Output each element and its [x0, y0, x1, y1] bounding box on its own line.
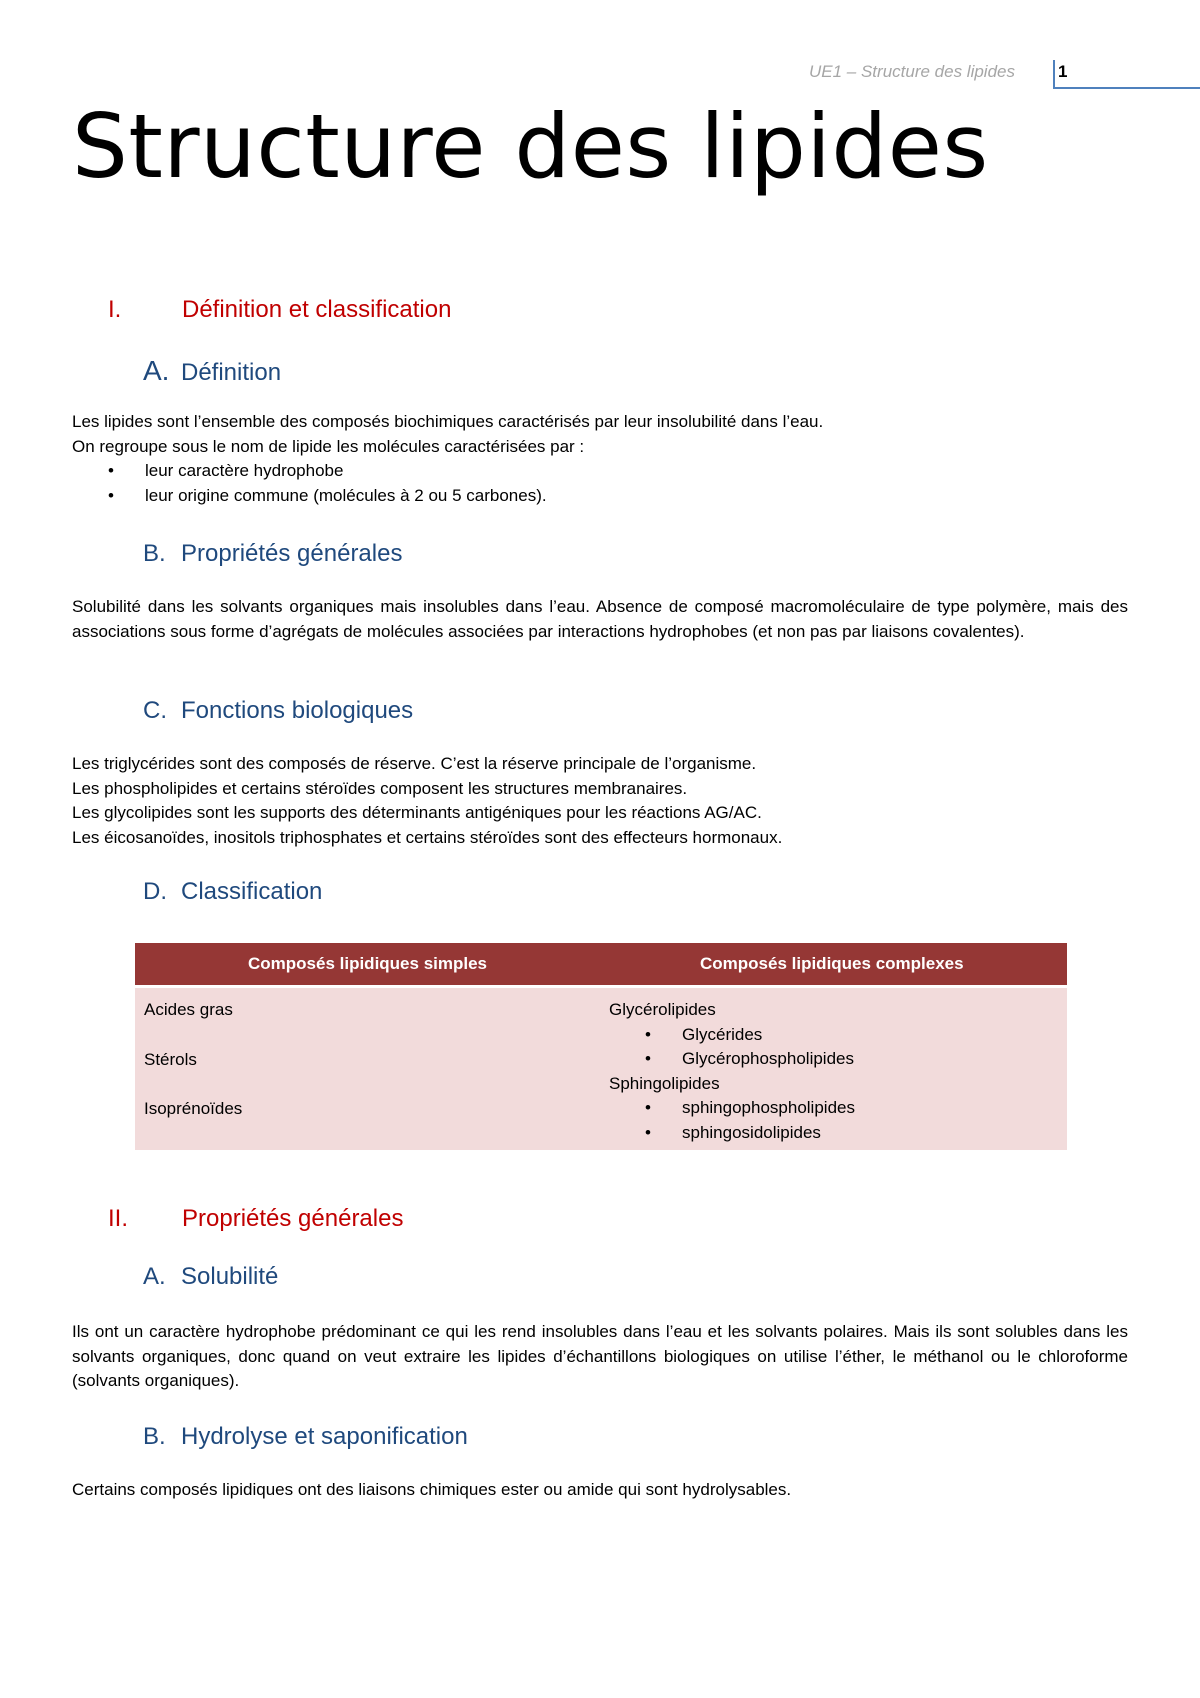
section-title: Propriétés générales	[182, 1205, 404, 1232]
list-item	[609, 1096, 855, 1121]
list-item	[72, 459, 1128, 484]
subsection-heading-1b	[143, 540, 402, 568]
list-item	[72, 484, 1128, 509]
table-header-simple: Composés lipidiques simples	[248, 954, 488, 973]
list-item-text: Glycérophospholipides	[682, 1049, 854, 1068]
functions-line: Les phospholipides et certains stéroïdes composent les structures membranaires.	[72, 778, 688, 798]
subsection-letter: B.	[143, 540, 166, 567]
functions-block	[72, 752, 1128, 850]
table-cell: Acides gras	[144, 1000, 233, 1019]
table-header-row	[135, 943, 1067, 985]
table-body	[135, 988, 1067, 1150]
paragraph-text: Ils ont un caractère hydrophobe prédominant ce qui les rend insolubles dans l’eau et les solvants polaires. Mais ils sont solubles dans les solvants organiques, donc quand on veut extraire les lipides d’échantillons biologiques on utilise l’éther, le méthanol ou le chloroforme (solvants organiques).	[72, 1322, 1128, 1390]
section-title: Définition et classification	[182, 296, 452, 323]
paragraph-text: Solubilité dans les solvants organiques mais insolubles dans l’eau. Absence de composé macromoléculaire de type polymère, mais des associations sous forme d’agrégats de molécules associées par interactions hydrophobes (et non pas par liaisons covalentes).	[72, 597, 1128, 641]
functions-line: Les glycolipides sont les supports des déterminants antigéniques pour les réactions AG/AC.	[72, 803, 762, 822]
list-item-text: leur origine commune (molécules à 2 ou 5 carbones).	[145, 485, 547, 505]
header-vertical-rule	[1053, 60, 1055, 88]
list-item-text: sphingophospholipides	[682, 1098, 855, 1117]
subsection-heading-1c	[143, 697, 413, 725]
simple-lipids-column	[144, 998, 242, 1147]
list-item	[609, 1121, 855, 1146]
bullet-icon: •	[108, 485, 114, 505]
subsection-title: Définition	[181, 359, 282, 386]
hydrolysis-paragraph	[72, 1478, 1128, 1503]
subsection-heading-1d	[143, 878, 322, 906]
subsection-letter: B.	[143, 1423, 166, 1450]
subsection-letter: D.	[143, 878, 167, 905]
table-group-label: Sphingolipides	[609, 1073, 720, 1093]
bullet-icon: •	[645, 1098, 651, 1117]
section-heading-1	[108, 296, 451, 324]
subsection-letter: A.	[143, 355, 170, 386]
definition-line: On regroupe sous le nom de lipide les molécules caractérisées par :	[72, 436, 585, 456]
list-item-text: leur caractère hydrophobe	[145, 461, 344, 480]
document-title: Structure des lipides	[72, 95, 989, 198]
definition-bullets	[72, 459, 1128, 508]
solubility-paragraph	[72, 1320, 1128, 1394]
classification-table	[135, 943, 1067, 1150]
bullet-icon: •	[645, 1024, 651, 1044]
bullet-icon: •	[645, 1122, 651, 1142]
section-number: I.	[108, 296, 122, 323]
subsection-title: Fonctions biologiques	[181, 697, 414, 724]
subsection-letter: A.	[143, 1263, 166, 1290]
table-cell: Stérols	[144, 1049, 197, 1069]
running-title: UE1 – Structure des lipides	[809, 62, 1015, 81]
list-item-text: sphingosidolipides	[682, 1122, 821, 1142]
header-horizontal-rule	[1053, 87, 1200, 89]
subsection-title: Classification	[181, 878, 323, 905]
subsection-heading-1a	[143, 355, 281, 387]
subsection-heading-2a	[143, 1263, 278, 1291]
subsection-title: Hydrolyse et saponification	[181, 1423, 468, 1450]
functions-line: Les triglycérides sont des composés de réserve. C’est la réserve principale de l’organisme.	[72, 754, 757, 773]
paragraph-text: Certains composés lipidiques ont des liaisons chimiques ester ou amide qui sont hydrolysables.	[72, 1480, 792, 1499]
list-item	[609, 1047, 855, 1072]
subsection-title: Propriétés générales	[181, 540, 403, 567]
functions-line: Les éicosanoïdes, inositols triphosphates et certains stéroïdes sont des effecteurs hormonaux.	[72, 827, 783, 847]
bullet-icon: •	[108, 461, 114, 480]
bullet-icon: •	[645, 1049, 651, 1068]
table-header-complex: Composés lipidiques complexes	[700, 954, 964, 973]
properties-paragraph	[72, 595, 1128, 644]
subsection-title: Solubilité	[181, 1263, 279, 1290]
table-group-label: Glycérolipides	[609, 1000, 716, 1019]
page-number: 1	[1058, 62, 1068, 81]
list-item	[609, 1023, 855, 1048]
definition-block	[72, 410, 1128, 508]
definition-line: Les lipides sont l’ensemble des composés biochimiques caractérisés par leur insolubilité dans l’eau.	[72, 412, 824, 431]
list-item-text: Glycérides	[682, 1024, 763, 1044]
section-heading-2	[108, 1205, 403, 1233]
complex-lipids-column	[609, 998, 855, 1145]
section-number: II.	[108, 1205, 129, 1232]
table-cell: Isoprénoïdes	[144, 1099, 243, 1118]
running-header	[0, 60, 1200, 90]
subsection-heading-2b	[143, 1423, 468, 1451]
subsection-letter: C.	[143, 697, 167, 724]
